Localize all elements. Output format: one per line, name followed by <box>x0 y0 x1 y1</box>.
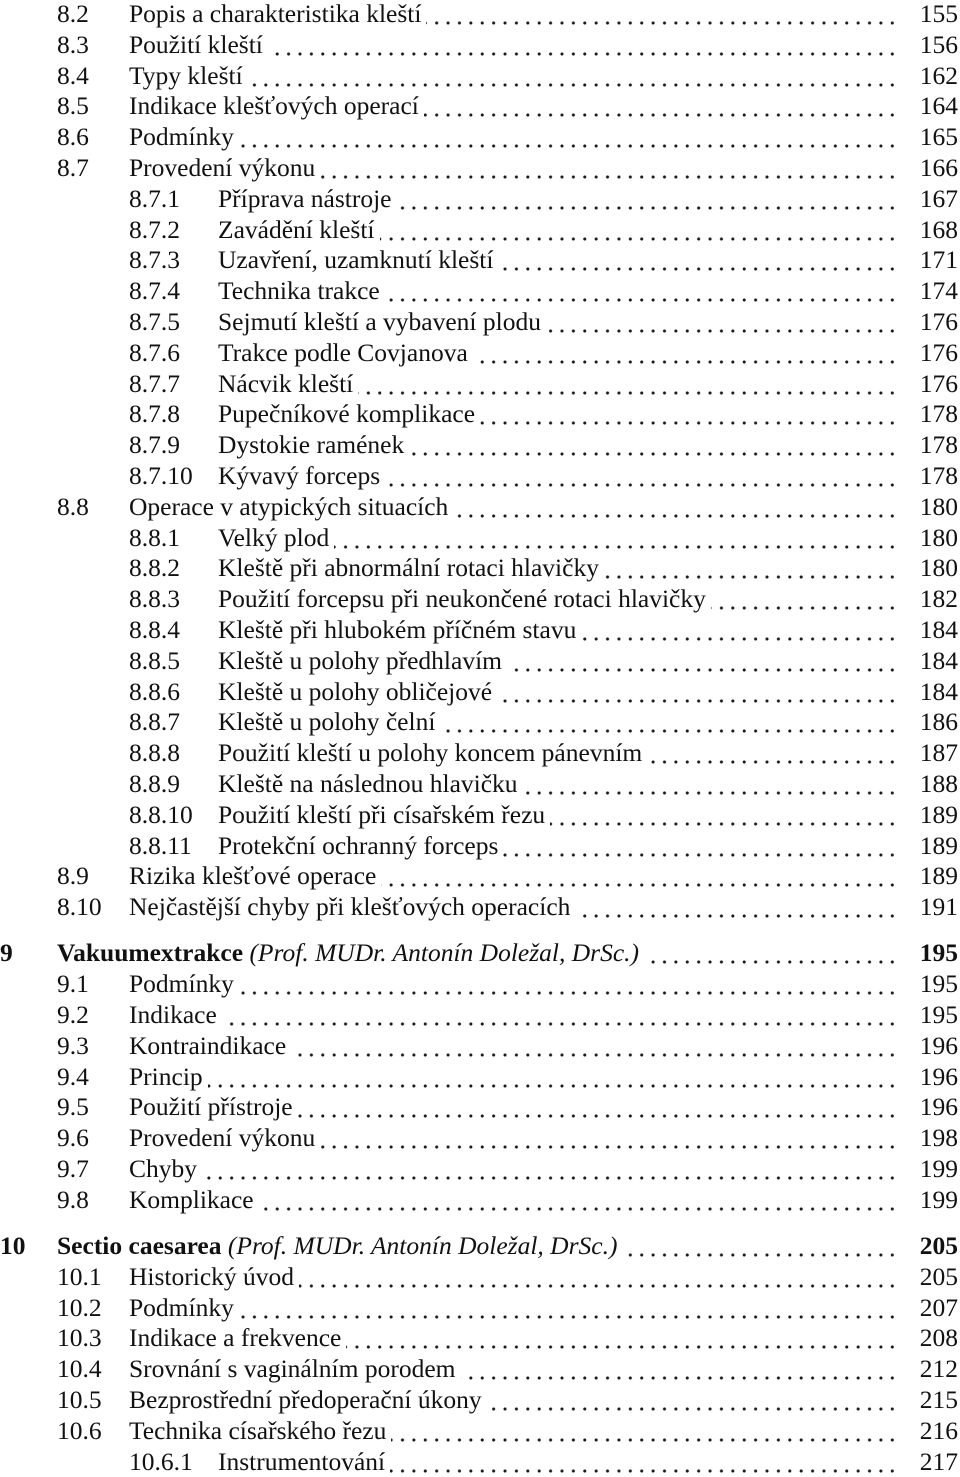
toc-entry[interactable] <box>0 737 960 768</box>
toc-entry-number: 8.8.9 <box>129 769 180 798</box>
toc-entry-page-number: 178 <box>919 461 958 490</box>
toc-entry-page-number: 196 <box>919 1030 958 1060</box>
toc-entry-number: 9.2 <box>57 1000 89 1029</box>
toc-entry-number: 9.4 <box>57 1061 89 1091</box>
toc-entry-page-number: 199 <box>919 1154 958 1183</box>
toc-entry-title: Podmínky <box>129 1292 239 1323</box>
toc-entry[interactable] <box>0 968 960 999</box>
toc-entry[interactable] <box>0 1415 960 1446</box>
toc-entry[interactable] <box>0 552 960 583</box>
dot-leader <box>390 1446 898 1477</box>
toc-entry[interactable] <box>0 522 960 553</box>
toc-entry[interactable] <box>0 214 960 245</box>
toc-entry-number: 8.7.5 <box>129 307 180 336</box>
toc-entry[interactable] <box>0 1184 960 1215</box>
dot-leader <box>202 1153 898 1184</box>
toc-entry-number: 8.8.7 <box>129 707 180 737</box>
toc-entry-number: 10.3 <box>57 1323 102 1353</box>
toc-entry-title <box>57 937 644 968</box>
toc-entry-title: Zavádění kleští <box>218 214 380 245</box>
toc-entry-page-number: 164 <box>919 91 958 121</box>
toc-entry[interactable] <box>0 891 960 922</box>
toc-entry[interactable] <box>0 1030 960 1061</box>
toc-entry-title: Operace v atypických situacích <box>129 491 453 522</box>
toc-entry-title: Rizika klešťové operace <box>129 860 381 891</box>
toc-entry-page-number: 195 <box>919 1000 958 1029</box>
toc-entry[interactable] <box>0 29 960 60</box>
toc-entry-number: 8.8.11 <box>129 830 192 860</box>
toc-entry[interactable] <box>0 1091 960 1122</box>
toc-entry[interactable] <box>0 1061 960 1092</box>
toc-entry-number: 10.6 <box>57 1415 102 1445</box>
toc-entry-number: 8.7.7 <box>129 368 180 398</box>
toc-entry[interactable] <box>0 1322 960 1353</box>
toc-entry-page-number: 182 <box>919 584 958 614</box>
dot-leader <box>409 429 898 460</box>
toc-entry-number: 8.8.2 <box>129 553 180 583</box>
toc-entry[interactable] <box>0 645 960 676</box>
toc-entry[interactable] <box>0 583 960 614</box>
toc-entry-title: Typy kleští <box>129 60 248 91</box>
dot-leader <box>381 860 898 891</box>
toc-entry[interactable] <box>0 1446 960 1477</box>
toc-entry-title: Princip <box>129 1061 208 1092</box>
toc-entry[interactable] <box>0 799 960 830</box>
dot-leader <box>380 214 898 245</box>
toc-entry-number: 10.1 <box>57 1261 102 1291</box>
toc-entry-number: 8.8.4 <box>129 615 180 644</box>
toc-entry-number: 8.8.8 <box>129 738 180 768</box>
toc-entry-title: Kleště na následnou hlavičku <box>218 768 523 799</box>
toc-entry-page-number: 166 <box>919 153 958 182</box>
toc-entry-title: Provedení výkonu <box>129 1122 320 1153</box>
toc-entry[interactable] <box>0 398 960 429</box>
toc-entry[interactable] <box>0 706 960 737</box>
toc-entry-number: 8.8.1 <box>129 522 180 552</box>
toc-entry-number: 10.6.1 <box>129 1446 193 1476</box>
toc-entry[interactable] <box>0 368 960 399</box>
toc-entry[interactable] <box>0 337 960 368</box>
dot-leader <box>507 645 898 676</box>
toc-entry-number: 9.7 <box>57 1154 89 1183</box>
toc-entry[interactable] <box>0 1122 960 1153</box>
toc-entry-title: Popis a charakteristika kleští <box>129 0 426 29</box>
toc-entry-page-number: 207 <box>919 1292 958 1322</box>
toc-entry-page-number: 176 <box>919 307 958 336</box>
toc-entry[interactable] <box>0 999 960 1030</box>
toc-entry-title: Nácvik kleští <box>218 368 358 399</box>
dot-leader <box>396 183 898 214</box>
dot-leader <box>239 121 898 152</box>
toc-entry-number: 8.7.8 <box>129 399 180 429</box>
toc-entry[interactable] <box>0 0 960 29</box>
dot-leader <box>222 999 898 1030</box>
toc-entry[interactable] <box>0 676 960 707</box>
toc-entry-page-number: 184 <box>919 676 958 706</box>
dot-leader <box>440 706 898 737</box>
dot-leader <box>385 275 898 306</box>
dot-leader <box>497 676 898 707</box>
toc-entry-title: Instrumentování <box>218 1446 390 1477</box>
toc-entry-number: 8.8.10 <box>129 799 193 829</box>
toc-entry-page-number: 208 <box>919 1323 958 1353</box>
toc-entry-number: 10 <box>0 1230 26 1260</box>
toc-entry-page-number: 176 <box>919 337 958 367</box>
toc-entry-page-number: 155 <box>919 0 958 28</box>
toc-chapter-entry[interactable] <box>0 1230 960 1261</box>
toc-entry-number: 8.2 <box>57 0 89 28</box>
toc-entry-page-number: 180 <box>919 491 958 521</box>
toc-entry-title: Podmínky <box>129 121 239 152</box>
toc-entry-title: Pupečníkové komplikace <box>218 398 480 429</box>
toc-entry-page-number: 165 <box>919 122 958 152</box>
dot-leader <box>453 491 898 522</box>
toc-entry-title: Použití kleští <box>129 29 268 60</box>
toc-entry-title: Kleště při hlubokém příčném stavu <box>218 614 581 645</box>
toc-entry[interactable] <box>0 460 960 491</box>
toc-entry-page-number: 168 <box>919 214 958 244</box>
toc-entry-page-number: 167 <box>919 183 958 213</box>
toc-entry-page-number: 196 <box>919 1092 958 1122</box>
chapter-title: Sectio caesarea <box>57 1230 222 1260</box>
toc-entry-title: Kleště u polohy obličejové <box>218 676 497 707</box>
toc-entry-number: 8.7.6 <box>129 337 180 367</box>
toc-entry-number: 9.1 <box>57 969 89 999</box>
toc-entry[interactable] <box>0 1384 960 1415</box>
dot-leader <box>550 799 898 830</box>
toc-entry[interactable] <box>0 429 960 460</box>
toc-entry[interactable] <box>0 1353 960 1384</box>
toc-entry-title: Protekční ochranný forceps <box>218 830 503 861</box>
toc-entry-page-number: 205 <box>919 1261 958 1291</box>
toc-entry-number: 8.8.5 <box>129 645 180 675</box>
toc-entry-title: Chyby <box>129 1153 202 1184</box>
toc-entry-title: Bezprostřední předoperační úkony <box>129 1384 487 1415</box>
toc-entry-title: Nejčastější chyby při klešťových operacích <box>129 891 575 922</box>
toc-entry-page-number: 212 <box>919 1354 958 1384</box>
toc-entry-page-number: 186 <box>919 707 958 737</box>
toc-entry-number: 8.7.10 <box>129 461 193 490</box>
dot-leader <box>299 1261 898 1292</box>
toc-entry[interactable] <box>0 152 960 183</box>
toc-entry-page-number: 178 <box>919 399 958 429</box>
toc-entry-title: Indikace a frekvence <box>129 1322 346 1353</box>
toc-entry-title: Použití kleští u polohy koncem pánevním <box>218 737 647 768</box>
dot-leader <box>268 29 898 60</box>
dot-leader <box>426 0 898 29</box>
dot-leader <box>298 1091 898 1122</box>
toc-entry[interactable] <box>0 491 960 522</box>
toc-entry-number: 9 <box>0 938 13 968</box>
toc-entry-number: 8.7.9 <box>129 430 180 460</box>
toc-entry-page-number: 184 <box>919 645 958 675</box>
toc-entry-number: 8.7.3 <box>129 245 180 275</box>
toc-entry[interactable] <box>0 90 960 121</box>
dot-leader <box>248 60 898 91</box>
dot-leader <box>259 1184 898 1215</box>
dot-leader <box>487 1384 898 1415</box>
toc-entry-page-number: 180 <box>919 522 958 552</box>
toc-entry-page-number: 184 <box>919 615 958 644</box>
toc-entry[interactable] <box>0 830 960 861</box>
toc-entry-page-number: 199 <box>919 1184 958 1214</box>
toc-chapter-entry[interactable] <box>0 937 960 968</box>
toc-entry-title: Historický úvod <box>129 1261 299 1292</box>
toc-entry[interactable] <box>0 60 960 91</box>
toc-entry-number: 8.7 <box>57 153 89 182</box>
dot-leader <box>575 891 898 922</box>
toc-entry-page-number: 196 <box>919 1061 958 1091</box>
toc-entry-title <box>57 1230 622 1261</box>
toc-entry[interactable] <box>0 1261 960 1292</box>
toc-entry-number: 10.5 <box>57 1385 102 1414</box>
toc-entry-title: Srovnání s vaginálním porodem <box>129 1353 461 1384</box>
dot-leader <box>320 1122 898 1153</box>
toc-entry-page-number: 215 <box>919 1385 958 1414</box>
toc-entry[interactable] <box>0 1153 960 1184</box>
toc-entry-title: Trakce podle Covjanova <box>218 337 473 368</box>
chapter-title: Vakuumextrakce <box>57 938 244 968</box>
toc-entry-number: 9.8 <box>57 1184 89 1214</box>
toc-entry-page-number: 176 <box>919 368 958 398</box>
toc-entry[interactable] <box>0 860 960 891</box>
dot-leader <box>358 368 898 399</box>
toc-entry[interactable] <box>0 1292 960 1323</box>
toc-entry-number: 9.5 <box>57 1092 89 1122</box>
toc-entry-title: Indikace <box>129 999 222 1030</box>
dot-leader <box>647 737 898 768</box>
toc-entry-number: 8.7.4 <box>129 276 180 306</box>
dot-leader <box>711 583 898 614</box>
toc-entry-page-number: 189 <box>919 830 958 860</box>
toc-entry-number: 8.5 <box>57 91 89 121</box>
toc-entry-number: 8.7.1 <box>129 183 180 213</box>
toc-entry-page-number: 178 <box>919 430 958 460</box>
toc-entry-number: 9.6 <box>57 1123 89 1153</box>
toc-entry-title: Sejmutí kleští a vybavení plodu <box>218 306 546 337</box>
dot-leader <box>239 968 898 999</box>
dot-leader <box>385 460 898 491</box>
toc-entry-page-number: 162 <box>919 60 958 90</box>
dot-leader <box>346 1322 898 1353</box>
toc-entry[interactable] <box>0 121 960 152</box>
dot-leader <box>546 306 898 337</box>
toc-entry-title: Velký plod <box>218 522 334 553</box>
toc-entry-page-number: 171 <box>919 245 958 275</box>
toc-entry-title: Technika císařského řezu <box>129 1415 391 1446</box>
toc-entry-title: Kleště u polohy předhlavím <box>218 645 507 676</box>
dot-leader <box>334 522 898 553</box>
toc-entry-page-number: 198 <box>919 1123 958 1153</box>
toc-entry-page-number: 195 <box>919 969 958 999</box>
toc-entry-number: 8.6 <box>57 122 89 152</box>
toc-entry-number: 8.4 <box>57 60 89 90</box>
toc-entry-number: 8.8 <box>57 491 89 521</box>
toc-entry-page-number: 188 <box>919 769 958 798</box>
toc-entry-page-number: 189 <box>919 799 958 829</box>
toc-entry-number: 10.4 <box>57 1354 102 1384</box>
toc-entry-page-number: 180 <box>919 553 958 583</box>
toc-entry-number: 8.3 <box>57 29 89 59</box>
chapter-author: (Prof. MUDr. Antonín Doležal, DrSc.) <box>227 1230 618 1260</box>
toc-entry-title: Indikace klešťových operací <box>129 90 424 121</box>
toc-entry-number: 8.8.6 <box>129 676 180 706</box>
toc-entry-page-number: 217 <box>919 1446 958 1476</box>
toc-entry-number: 8.9 <box>57 861 89 891</box>
toc-entry-number: 9.3 <box>57 1030 89 1060</box>
dot-leader <box>473 337 898 368</box>
dot-leader <box>461 1353 898 1384</box>
chapter-author: (Prof. MUDr. Antonín Doležal, DrSc.) <box>249 938 639 968</box>
toc-entry[interactable] <box>0 244 960 275</box>
toc-entry-title: Použití forcepsu při neukončené rotaci hlavičky <box>218 583 711 614</box>
toc-entry-number: 10.2 <box>57 1292 102 1322</box>
toc-entry-page-number: 187 <box>919 738 958 768</box>
toc-entry[interactable] <box>0 614 960 645</box>
toc-entry-page-number: 156 <box>919 29 958 59</box>
toc-entry-title: Dystokie ramének <box>218 429 409 460</box>
dot-leader <box>391 1415 898 1446</box>
dot-leader <box>320 152 898 183</box>
dot-leader <box>622 1230 898 1261</box>
toc-entry-page-number: 189 <box>919 861 958 891</box>
toc-entry[interactable] <box>0 275 960 306</box>
toc-entry-title: Kleště u polohy čelní <box>218 706 440 737</box>
toc-entry-title: Komplikace <box>129 1184 259 1215</box>
toc-entry-page-number: 191 <box>919 892 958 922</box>
toc-entry-title: Uzavření, uzamknutí kleští <box>218 244 498 275</box>
toc-entry-page-number: 205 <box>919 1230 958 1260</box>
toc-entry-title: Použití kleští při císařském řezu <box>218 799 550 830</box>
toc-entry-title: Příprava nástroje <box>218 183 396 214</box>
toc-entry-title: Použití přístroje <box>129 1091 298 1122</box>
toc-entry-number: 8.8.3 <box>129 584 180 614</box>
dot-leader <box>581 614 898 645</box>
toc-entry-page-number: 216 <box>919 1415 958 1445</box>
dot-leader <box>644 937 898 968</box>
dot-leader <box>208 1061 898 1092</box>
dot-leader <box>480 398 898 429</box>
dot-leader <box>604 552 898 583</box>
toc-entry-title: Kontraindikace <box>129 1030 291 1061</box>
toc-entry-title: Podmínky <box>129 968 239 999</box>
toc-entry-page-number: 174 <box>919 276 958 306</box>
toc-entry-title: Provedení výkonu <box>129 152 320 183</box>
toc-entry-title: Kývavý forceps <box>218 460 385 491</box>
toc-entry-page-number: 195 <box>919 938 958 968</box>
toc-entry[interactable] <box>0 768 960 799</box>
toc-entry-title: Kleště při abnormální rotaci hlavičky <box>218 552 604 583</box>
dot-leader <box>523 768 898 799</box>
dot-leader <box>498 244 898 275</box>
toc-entry-number: 8.7.2 <box>129 214 180 244</box>
toc-entry[interactable] <box>0 183 960 214</box>
toc-entry[interactable] <box>0 306 960 337</box>
dot-leader <box>424 90 898 121</box>
dot-leader <box>239 1292 898 1323</box>
toc-entry-number: 8.10 <box>57 892 102 922</box>
toc-entry-title: Technika trakce <box>218 275 385 306</box>
dot-leader <box>503 830 898 861</box>
dot-leader <box>291 1030 898 1061</box>
